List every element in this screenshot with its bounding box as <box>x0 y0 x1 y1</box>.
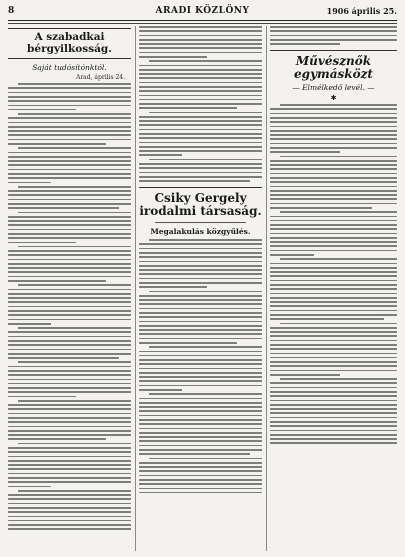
article-body <box>8 83 131 530</box>
article-dateline: Arad, április 24. <box>75 74 125 82</box>
article-subtitle: Saját tudósítónktól. <box>32 63 107 73</box>
ornament-icon: ✱ <box>330 94 337 103</box>
column-2 <box>139 26 262 551</box>
heading-rule <box>155 222 246 223</box>
column-divider <box>135 26 136 551</box>
article-heading-box <box>8 28 131 59</box>
header-rule-thin <box>8 23 397 24</box>
article-subtitle: Megalakulás közgyűlés. <box>150 227 251 237</box>
article-body <box>270 104 397 444</box>
article-body <box>139 239 262 493</box>
column-1 <box>8 26 131 551</box>
article-title: Csiky Gergely irodalmi társaság. <box>139 190 262 218</box>
article-title: A szabadkai bérgyilkosság. <box>27 31 112 55</box>
article-title: Művésznők egymásközt <box>294 53 373 81</box>
page-number: 8 <box>8 6 15 16</box>
page-header <box>8 6 397 20</box>
article-body-continued <box>270 26 397 45</box>
column-divider <box>266 26 267 551</box>
header-rule <box>8 20 397 21</box>
newspaper-title: ARADI KÖZLÖNY <box>155 6 250 16</box>
issue-date: 1906 április 25. <box>326 6 397 16</box>
article-body-continued <box>139 26 262 182</box>
article-separator <box>270 50 397 51</box>
article-separator <box>139 187 262 188</box>
column-3 <box>270 26 397 551</box>
article-subtitle: — Elmélkedő levél. — <box>292 83 375 93</box>
